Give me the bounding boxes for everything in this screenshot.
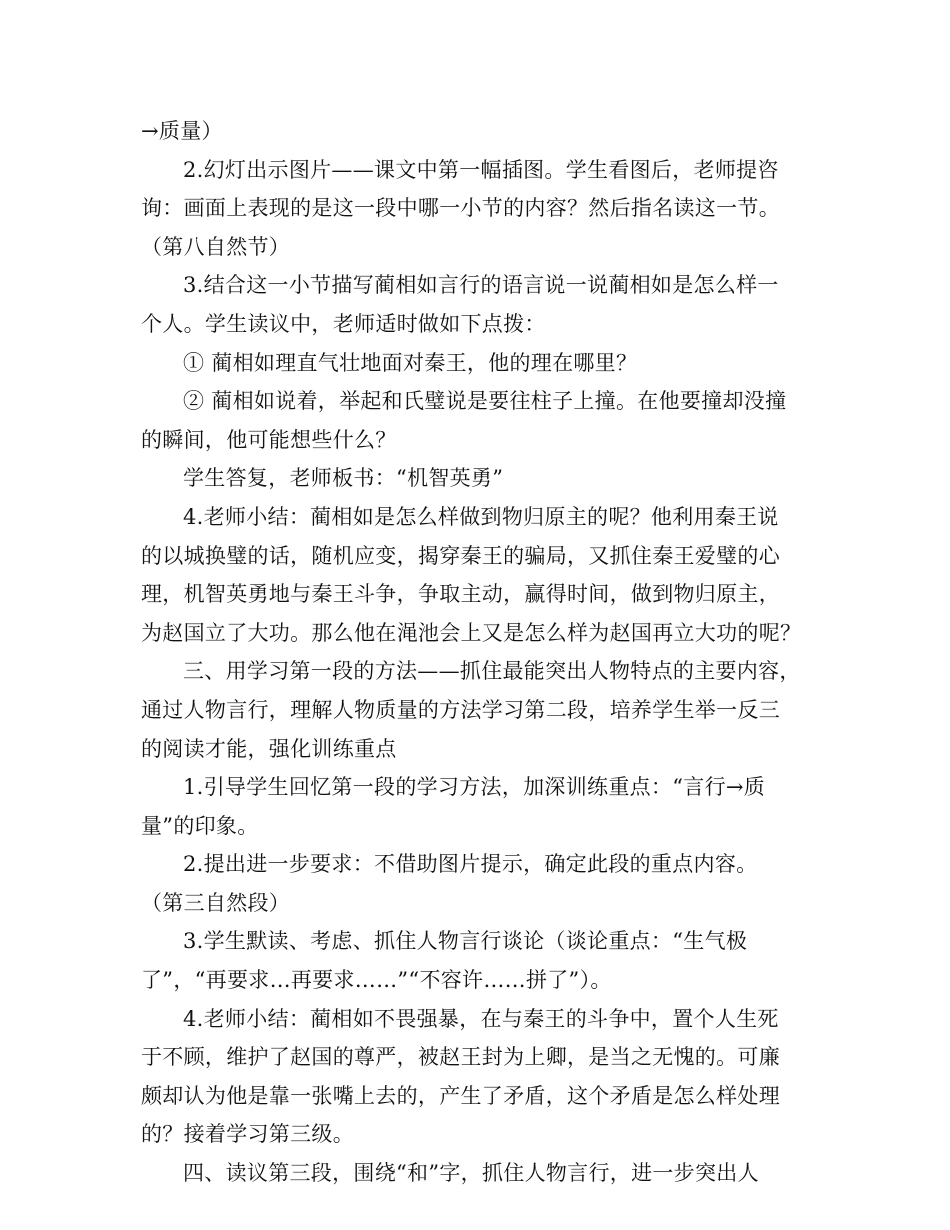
- document-body: [141, 112, 821, 1193]
- text-line: 询：画面上表现的是这一段中哪一小节的内容？然后指名读这一节。: [141, 196, 780, 221]
- text-line: ① 蔺相如理直气壮地面对秦王，他的理在哪里？: [183, 350, 638, 375]
- text-line: 1.引导学生回忆第一段的学习方法，加深训练重点：“言行→质: [183, 775, 766, 800]
- text-line: ② 蔺相如说着，举起和氏璧说是要往柱子上撞。在他要撞却没撞: [183, 389, 787, 414]
- text-line: 4.老师小结：蔺相如不畏强暴，在与秦王的斗争中，置个人生死: [183, 1006, 779, 1031]
- text-line: 的瞬间，他可能想些什么？: [141, 427, 397, 452]
- text-line: 的阅读才能，强化训练重点: [141, 736, 397, 761]
- text-line: （第三自然段）: [141, 890, 291, 915]
- text-line: 2.提出进一步要求：不借助图片提示，确定此段的重点内容。: [183, 852, 758, 877]
- text-line: 3.学生默读、考虑、抓住人物言行谈论（谈论重点：“生气极: [183, 929, 748, 954]
- text-line: 学生答复，老师板书：“机智英勇”: [183, 466, 504, 491]
- text-line: （第八自然节）: [141, 234, 291, 259]
- text-line: →质量）: [141, 119, 223, 143]
- text-line: 的以城换璧的话，随机应变，揭穿秦王的骗局，又抓住秦王爱璧的心: [141, 543, 780, 568]
- text-line: 为赵国立了大功。那么他在渑池会上又是怎么样为赵国再立大功的呢？: [141, 620, 802, 645]
- text-line: 理，机智英勇地与秦王斗争，争取主动，赢得时间，做到物归原主，: [141, 582, 780, 607]
- text-line: 三、用学习第一段的方法——抓住最能突出人物特点的主要内容，: [183, 659, 801, 684]
- text-line: 通过人物言行，理解人物质量的方法学习第二段，培养学生举一反三: [141, 697, 780, 722]
- text-line: 个人。学生读议中，老师适时做如下点拨：: [141, 311, 546, 336]
- text-line: 了”，“再要求…再要求……”“不容许……拼了”）。: [141, 968, 612, 993]
- text-line: 于不顾，维护了赵国的尊严，被赵王封为上卿，是当之无愧的。可廉: [141, 1045, 780, 1070]
- text-line: 颇却认为他是靠一张嘴上去的，产生了矛盾，这个矛盾是怎么样处理: [141, 1083, 780, 1108]
- text-line: 4.老师小结：蔺相如是怎么样做到物归原主的呢？他利用秦王说: [183, 504, 779, 529]
- text-line: 量”的印象。: [141, 813, 259, 838]
- text-line: 2.幻灯出示图片——课文中第一幅插图。学生看图后，老师提咨: [183, 157, 779, 182]
- text-line: 四、读议第三段，围绕“和”字，抓住人物言行，进一步突出人: [183, 1161, 759, 1186]
- text-line: 3.结合这一小节描写蔺相如言行的语言说一说蔺相如是怎么样一: [183, 273, 779, 298]
- text-line: 的？接着学习第三级。: [141, 1122, 354, 1147]
